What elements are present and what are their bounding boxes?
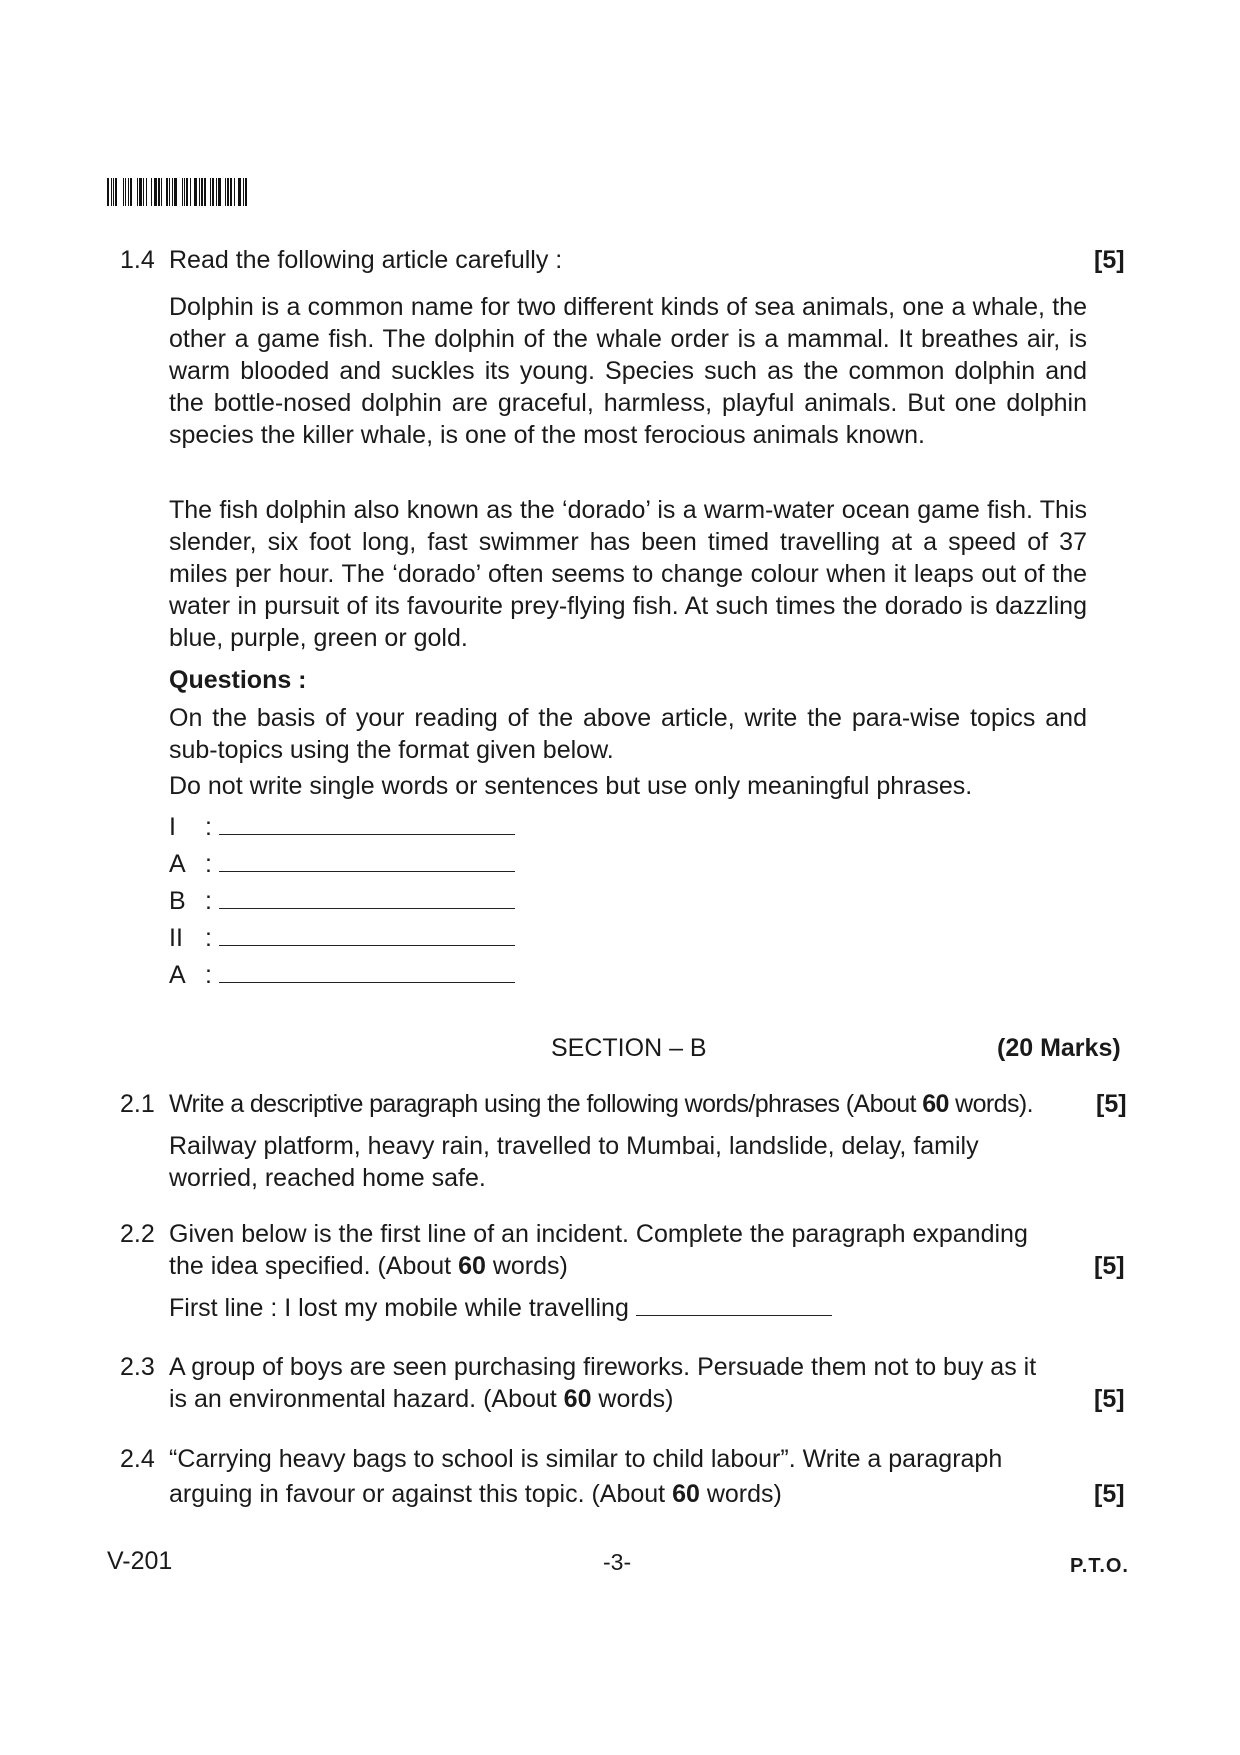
barcode-bar: [182, 178, 183, 206]
questions-heading: Questions :: [169, 666, 307, 694]
barcode-bar: [194, 178, 197, 206]
question-text-line-2: [169, 1252, 568, 1281]
question-text-part: is an environmental hazard. (About: [169, 1385, 564, 1413]
question-text-part: words): [485, 1252, 568, 1280]
barcode-bar: [154, 178, 157, 206]
barcode-bar: [204, 178, 206, 206]
first-line-text: First line : I lost my mobile while travelling: [169, 1294, 629, 1322]
question-marks: [5]: [1094, 1480, 1125, 1508]
barcode-bar: [164, 178, 165, 206]
question-marks: [5]: [1096, 1090, 1127, 1118]
barcode-bar: [192, 178, 193, 206]
article-paragraph-2: The fish dolphin also known as the ‘dorado’ is a warm-water ocean game fish. This slender, six foot long, fast swimmer has been timed travelling at a speed of 37 miles per hour. The ‘dorado’ often seems to change colour when it leaps out of the water in pursuit of its favourite prey-flying fish. At such times the dorado is dazzling blue, purple, green or gold.: [169, 496, 1087, 652]
outline-blank-line: [219, 812, 515, 835]
first-line-prompt: [169, 1294, 832, 1323]
outline-row: [169, 812, 515, 842]
question-text-part: words).: [948, 1090, 1033, 1118]
section-title: SECTION – B: [551, 1034, 707, 1062]
barcode-bar: [113, 178, 114, 206]
barcode-bar: [125, 178, 126, 206]
outline-label: I: [169, 813, 176, 841]
question-text-part: the idea specified. (About: [169, 1252, 459, 1280]
barcode-bar: [174, 178, 177, 206]
barcode-bar: [230, 178, 232, 206]
outline-colon: :: [205, 813, 212, 841]
question-text-part: arguing in favour or against this topic. (About: [169, 1480, 673, 1508]
word-count: 60: [922, 1090, 949, 1118]
barcode-bar: [190, 178, 191, 206]
question-text-part: words): [591, 1385, 674, 1413]
barcode-bar: [201, 178, 203, 206]
barcode-bar: [199, 178, 200, 206]
outline-row: [169, 849, 515, 879]
barcode-bar: [208, 178, 209, 206]
question-text: “Carrying heavy bags to school is similar to child labour”. Write a paragraph: [169, 1445, 1003, 1473]
outline-colon: :: [205, 961, 212, 989]
barcode-bar: [216, 178, 217, 206]
barcode: [107, 178, 249, 206]
question-marks: [5]: [1094, 1385, 1125, 1413]
outline-row: [169, 923, 515, 953]
question-number: 2.4: [120, 1445, 155, 1473]
question-marks: [5]: [1094, 1252, 1125, 1280]
paper-code: V-201: [107, 1547, 173, 1575]
barcode-bar: [146, 178, 147, 206]
question-number: 2.2: [120, 1220, 155, 1248]
word-count: 60: [458, 1252, 486, 1280]
question-marks: [5]: [1094, 246, 1125, 274]
barcode-bar: [166, 178, 168, 206]
barcode-bar: [143, 178, 144, 206]
barcode-bar: [107, 178, 109, 206]
phrases-text: Railway platform, heavy rain, travelled to Mumbai, landslide, delay, family worried, reached home safe.: [169, 1132, 979, 1192]
outline-blank-line: [219, 886, 515, 909]
barcode-bar: [169, 178, 170, 206]
question-text-line-2: [169, 1385, 673, 1414]
word-count: 60: [563, 1385, 592, 1413]
barcode-bar: [161, 178, 162, 206]
pto-label: P.T.O.: [1070, 1555, 1129, 1577]
outline-label: A: [169, 850, 186, 878]
barcode-bar: [236, 178, 237, 206]
word-count: 60: [672, 1480, 700, 1508]
barcode-bar: [186, 178, 188, 206]
barcode-bar: [133, 178, 135, 206]
outline-row: [169, 886, 515, 916]
question-text-part: Write a descriptive paragraph using the following words/phrases (About: [169, 1090, 923, 1118]
barcode-bar: [130, 178, 132, 206]
barcode-bar: [212, 178, 214, 206]
question-text: Given below is the first line of an incident. Complete the paragraph expanding: [169, 1220, 1028, 1248]
barcode-bar: [234, 178, 235, 206]
outline-label: II: [169, 924, 183, 952]
outline-label: B: [169, 887, 186, 915]
barcode-bar: [158, 178, 160, 206]
question-text: A group of boys are seen purchasing fireworks. Persuade them not to buy as it: [169, 1353, 1037, 1381]
barcode-bar: [151, 178, 152, 206]
page-number: -3-: [603, 1549, 632, 1575]
barcode-bar: [245, 178, 247, 206]
question-prompt: Read the following article carefully :: [169, 246, 563, 274]
barcode-bar: [210, 178, 211, 206]
question-text-line-2: [169, 1480, 782, 1509]
outline-colon: :: [205, 850, 212, 878]
outline-row: [169, 960, 515, 990]
barcode-bar: [225, 178, 226, 206]
barcode-bar: [227, 178, 229, 206]
barcode-bar: [222, 178, 223, 206]
question-number: 2.3: [120, 1353, 155, 1381]
question-number: 2.1: [120, 1090, 155, 1118]
question-number: 1.4: [120, 246, 155, 274]
article-paragraph-1: Dolphin is a common name for two different kinds of sea animals, one a whale, the other a game fish. The dolphin of the whale order is a mammal. It breathes air, is warm blooded and suckles its young. Species such as the common dolphin and the bottle-nosed dolphin are graceful, harmless, playful animals. But one dolphin species the killer whale, is one of the most ferocious animals known.: [169, 293, 1087, 449]
barcode-bar: [128, 178, 129, 206]
section-marks: (20 Marks): [997, 1034, 1121, 1062]
outline-blank-line: [219, 849, 515, 872]
answer-blank-line: [636, 1295, 832, 1316]
barcode-bar: [172, 178, 173, 206]
outline-blank-line: [219, 960, 515, 983]
barcode-bar: [238, 178, 241, 206]
questions-instruction-2: Do not write single words or sentences but use only meaningful phrases.: [169, 772, 973, 800]
barcode-bar: [123, 178, 124, 206]
barcode-bar: [119, 178, 122, 206]
barcode-bar: [148, 178, 150, 206]
outline-colon: :: [205, 887, 212, 915]
barcode-bar: [178, 178, 180, 206]
questions-instruction: On the basis of your reading of the above article, write the para-wise topics and sub-topics using the format given below.: [169, 704, 1087, 764]
barcode-bar: [218, 178, 221, 206]
question-text-part: words): [699, 1480, 782, 1508]
outline-colon: :: [205, 924, 212, 952]
question-text: [169, 1090, 1033, 1119]
barcode-bar: [137, 178, 138, 206]
barcode-bar: [115, 178, 117, 206]
barcode-bar: [139, 178, 142, 206]
barcode-bar: [243, 178, 244, 206]
outline-blank-line: [219, 923, 515, 946]
barcode-bar: [111, 178, 112, 206]
outline-label: A: [169, 961, 186, 989]
barcode-bar: [184, 178, 185, 206]
